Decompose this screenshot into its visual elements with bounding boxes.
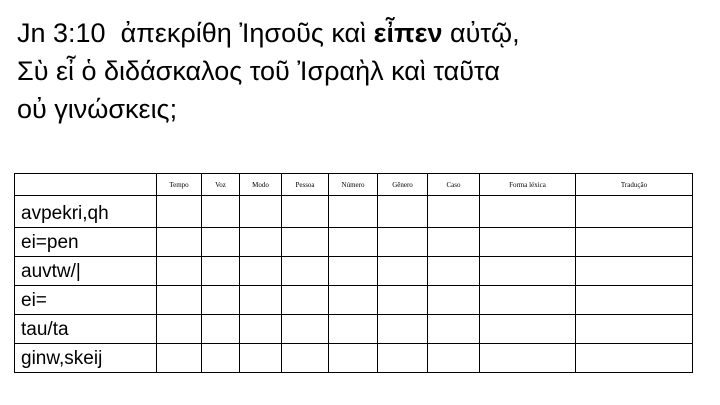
table-cell <box>378 344 428 373</box>
verse-line-1-end: αὐτῷ, <box>442 18 520 48</box>
verse-line-3: οὐ γινώσκεις; <box>17 94 178 124</box>
table-cell <box>240 196 282 228</box>
table-cell <box>282 344 329 373</box>
table-cell <box>329 228 378 257</box>
table-cell <box>240 315 282 344</box>
verse-highlighted-word: εἶπεν <box>373 18 443 48</box>
table-cell <box>157 344 202 373</box>
header-cell-forma-lexica: Forma léxica <box>480 174 576 196</box>
table-cell <box>378 286 428 315</box>
header-cell-word <box>15 174 157 196</box>
header-cell-pessoa: Pessoa <box>282 174 329 196</box>
table-cell <box>157 257 202 286</box>
table-cell <box>428 228 480 257</box>
table-cell <box>282 286 329 315</box>
verse-line-1-start: ἀπεκρίθη Ἰησοῦς καὶ <box>120 18 374 48</box>
table-cell <box>329 315 378 344</box>
table-cell <box>480 228 576 257</box>
table-cell <box>378 196 428 228</box>
header-cell-caso: Caso <box>428 174 480 196</box>
table-cell <box>378 257 428 286</box>
table-cell <box>378 228 428 257</box>
table-cell <box>428 315 480 344</box>
table-cell <box>329 196 378 228</box>
table-cell <box>576 315 693 344</box>
header-cell-genero: Gênero <box>378 174 428 196</box>
table-cell <box>576 196 693 228</box>
greek-verse <box>17 14 707 128</box>
table-cell <box>428 286 480 315</box>
table-cell <box>480 257 576 286</box>
word-cell: ginw,skeij <box>15 344 157 373</box>
table-cell <box>240 257 282 286</box>
table-cell <box>202 344 240 373</box>
table-cell <box>576 286 693 315</box>
table-cell <box>282 315 329 344</box>
header-cell-traducao: Tradução <box>576 174 693 196</box>
table-cell <box>282 196 329 228</box>
header-cell-modo: Modo <box>240 174 282 196</box>
table-cell <box>576 257 693 286</box>
table-cell <box>329 344 378 373</box>
table-cell <box>428 344 480 373</box>
parsing-table <box>14 173 693 373</box>
word-cell: ei= <box>15 286 157 315</box>
table-cell <box>480 286 576 315</box>
table-cell <box>202 196 240 228</box>
table-row <box>15 196 693 228</box>
table-cell <box>428 196 480 228</box>
table-cell <box>202 315 240 344</box>
table-cell <box>480 315 576 344</box>
header-cell-tempo: Tempo <box>157 174 202 196</box>
table-row <box>15 228 693 257</box>
table-cell <box>240 344 282 373</box>
table-cell <box>157 286 202 315</box>
verse-reference: Jn 3:10 <box>17 18 106 48</box>
table-cell <box>157 315 202 344</box>
header-cell-numero: Número <box>329 174 378 196</box>
table-cell <box>282 257 329 286</box>
table-cell <box>378 315 428 344</box>
word-cell: auvtw/| <box>15 257 157 286</box>
table-cell <box>240 286 282 315</box>
table-cell <box>157 196 202 228</box>
table-header-row <box>15 174 693 196</box>
table-cell <box>480 344 576 373</box>
table-row <box>15 344 693 373</box>
verse-line-2: Σὺ εἶ ὁ διδάσκαλος τοῦ Ἰσραὴλ καὶ ταῦτα <box>17 56 500 86</box>
table-cell <box>428 257 480 286</box>
table-cell <box>282 228 329 257</box>
table-cell <box>576 228 693 257</box>
table-cell <box>329 286 378 315</box>
table-row <box>15 315 693 344</box>
table-cell <box>157 228 202 257</box>
table-cell <box>202 228 240 257</box>
table-cell <box>240 228 282 257</box>
table-cell <box>480 196 576 228</box>
table-row <box>15 257 693 286</box>
table-cell <box>202 257 240 286</box>
verse-line-1 <box>17 14 707 52</box>
word-cell: tau/ta <box>15 315 157 344</box>
table-cell <box>329 257 378 286</box>
table-row <box>15 286 693 315</box>
table-cell <box>202 286 240 315</box>
word-cell: avpekri,qh <box>15 196 157 228</box>
table-cell <box>576 344 693 373</box>
word-cell: ei=pen <box>15 228 157 257</box>
header-cell-voz: Voz <box>202 174 240 196</box>
